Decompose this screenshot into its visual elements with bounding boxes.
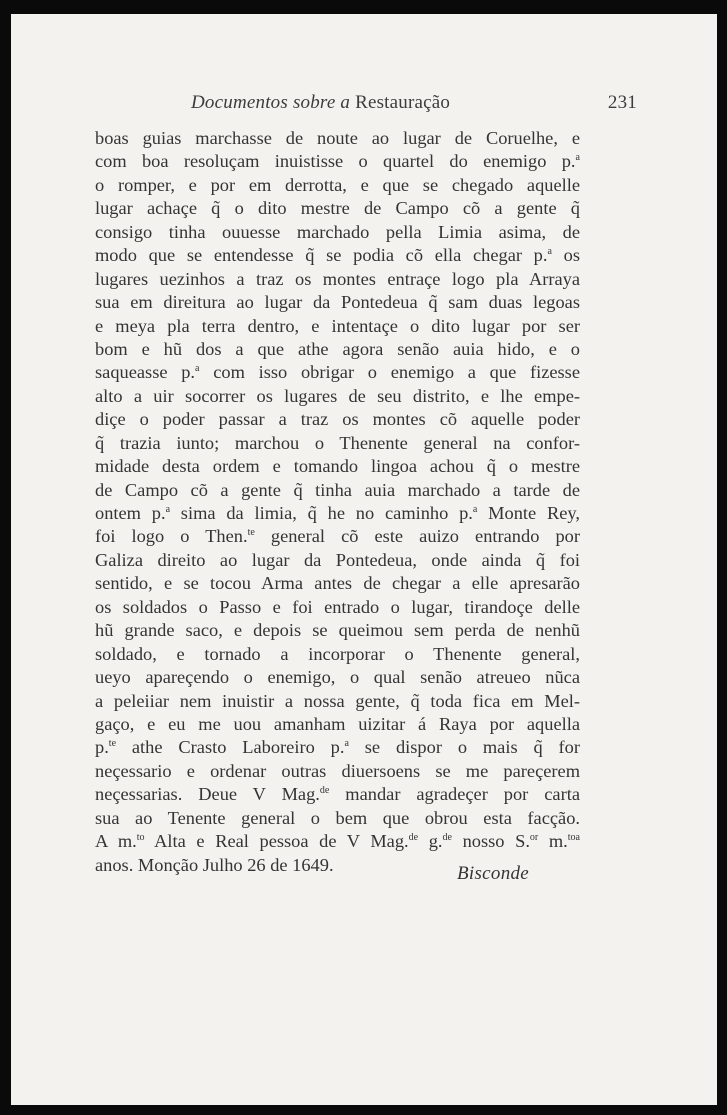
text-run: os soldados o Passo e foi entrado o lugar, tirandoçe delle xyxy=(95,596,580,617)
header-title-roman: Restauração xyxy=(350,92,451,113)
text-line xyxy=(95,174,580,197)
text-line xyxy=(95,338,580,361)
text-run: lugares uezinhos a traz os montes entraçe logo pla Arraya xyxy=(95,268,580,289)
text-line xyxy=(95,221,580,244)
superscript-abbrev: or xyxy=(529,832,539,844)
text-line xyxy=(95,619,580,642)
text-line xyxy=(95,690,580,713)
superscript-abbrev: de xyxy=(319,785,330,797)
text-run: mandar agradeçer por carta xyxy=(329,784,580,805)
text-run: com isso obrigar o enemigo a que fizesse xyxy=(199,362,580,383)
superscript-abbrev: toa xyxy=(567,832,580,844)
text-line xyxy=(95,807,580,830)
text-run: diçe o poder passar a traz os montes cõ aquelle poder xyxy=(95,409,580,430)
text-line xyxy=(95,783,580,806)
text-line xyxy=(95,760,580,783)
text-line xyxy=(95,479,580,502)
text-line xyxy=(95,643,580,666)
text-run: hũ grande saco, e depois se queimou sem perda de nenhũ xyxy=(95,620,580,641)
text-run: modo que se entendesse q̃ se podia cõ ella chegar p. xyxy=(95,245,548,266)
text-run: A m. xyxy=(95,831,137,852)
header-title-italic-2: sobre xyxy=(292,92,336,113)
text-run: q̃ trazia iunto; marchou o Thenente general na confor- xyxy=(95,432,580,453)
text-run: sua ao Tenente general o bem que obrou esta facção. xyxy=(95,807,580,828)
letter-body xyxy=(95,127,580,877)
superscript-abbrev: te xyxy=(108,738,117,750)
text-line xyxy=(95,197,580,220)
superscript-abbrev: a xyxy=(344,738,349,750)
text-line xyxy=(95,150,580,173)
text-run: midade desta ordem e tomando lingoa achou q̃ o mestre xyxy=(95,456,580,477)
text-line xyxy=(95,244,580,267)
superscript-abbrev: to xyxy=(136,832,145,844)
text-line xyxy=(95,736,580,759)
text-run: nosso S. xyxy=(451,831,530,852)
text-run: ueyo apareçendo o enemigo, o qual senão atreueo nũca xyxy=(95,667,580,688)
text-line xyxy=(95,666,580,689)
text-line xyxy=(95,432,580,455)
text-run: se dispor o mais q̃ for xyxy=(348,737,580,758)
text-line xyxy=(95,596,580,619)
text-line xyxy=(95,455,580,478)
text-line xyxy=(95,549,580,572)
text-run: neçessario e ordenar outras diuersoens se me pareçerem xyxy=(95,760,580,781)
text-line xyxy=(95,385,580,408)
text-run: boas guias marchasse de noute ao lugar de Coruelhe, e xyxy=(95,128,580,148)
superscript-abbrev: te xyxy=(247,527,255,539)
text-run: sua em direitura ao lugar da Pontedeua q̃ sam duas legoas xyxy=(95,292,580,313)
header-title-italic-1: Documentos xyxy=(191,92,288,113)
text-run: Alta e Real pessoa de V Mag. xyxy=(144,831,409,852)
text-run: Monte Rey, xyxy=(477,503,580,523)
text-run: de Campo cõ a gente q̃ tinha auia marchado a tarde de xyxy=(95,479,580,500)
text-run: neçessarias. Deue V Mag. xyxy=(95,784,320,805)
text-run: a peleiiar nem inuistir a nossa gente, q̃ toda fica em Mel- xyxy=(95,690,580,711)
text-run: Galiza direito ao lugar da Pontedeua, onde ainda q̃ foi xyxy=(95,549,580,570)
text-run: e meya pla terra dentro, e intentaçe o dito lugar por ser xyxy=(95,315,580,336)
text-line xyxy=(95,268,580,291)
text-line xyxy=(95,315,580,338)
document-page xyxy=(11,14,717,1105)
text-run: m. xyxy=(538,831,568,852)
text-run: anos. Monção Julho 26 de 1649. xyxy=(95,854,334,875)
text-line xyxy=(95,713,580,736)
header-title xyxy=(191,92,450,114)
text-run: lugar achaçe q̃ o dito mestre de Campo cõ a gente q̃ xyxy=(95,198,580,219)
text-run: alto a uir socorrer os lugares de seu distrito, e lhe empe- xyxy=(95,385,580,406)
text-run: o romper, e por em derrotta, e que se chegado aquelle xyxy=(95,174,580,195)
signature: Bisconde xyxy=(457,863,530,884)
superscript-abbrev: a xyxy=(472,504,478,515)
page-number: 231 xyxy=(607,92,637,113)
text-line xyxy=(95,361,580,384)
text-run: bom e hũ dos a que athe agora senão auia hido, e o xyxy=(95,338,580,359)
superscript-abbrev: a xyxy=(547,246,552,258)
superscript-abbrev: de xyxy=(408,832,419,844)
text-run: soldado, e tornado a incorporar o Thenente general, xyxy=(95,643,580,664)
text-line xyxy=(95,408,580,431)
text-run: consigo tinha ouuesse marchado pella Limia asima, de xyxy=(95,221,580,242)
superscript-abbrev: a xyxy=(165,504,171,515)
running-header xyxy=(95,92,637,122)
text-run: os xyxy=(551,245,580,266)
text-run: com boa resoluçam inuistisse o quartel do enemigo p. xyxy=(95,151,576,172)
text-run: p. xyxy=(95,737,109,758)
text-run: gaço, e eu me uou amanham uizitar á Raya por aquella xyxy=(95,713,580,734)
text-run: foi logo o Then. xyxy=(95,526,248,547)
text-run: saqueasse p. xyxy=(95,362,196,383)
text-line xyxy=(95,830,580,853)
text-run: sima da limia, q̃ he no caminho p. xyxy=(170,503,473,523)
superscript-abbrev: a xyxy=(195,363,200,375)
text-run: general cõ este auizo entrando por xyxy=(254,526,580,547)
text-line xyxy=(95,525,580,548)
superscript-abbrev: a xyxy=(575,152,580,164)
header-title-italic-3: a xyxy=(340,92,351,113)
text-line xyxy=(95,572,580,595)
text-run: ontem p. xyxy=(95,503,166,523)
text-line xyxy=(95,291,580,314)
text-line xyxy=(95,502,580,525)
text-run: sentido, e se tocou Arma antes de chegar a elle apresarão xyxy=(95,573,580,594)
text-line xyxy=(95,127,580,150)
text-run: athe Crasto Laboreiro p. xyxy=(116,737,345,758)
text-run: g. xyxy=(418,831,443,852)
superscript-abbrev: de xyxy=(442,832,452,844)
